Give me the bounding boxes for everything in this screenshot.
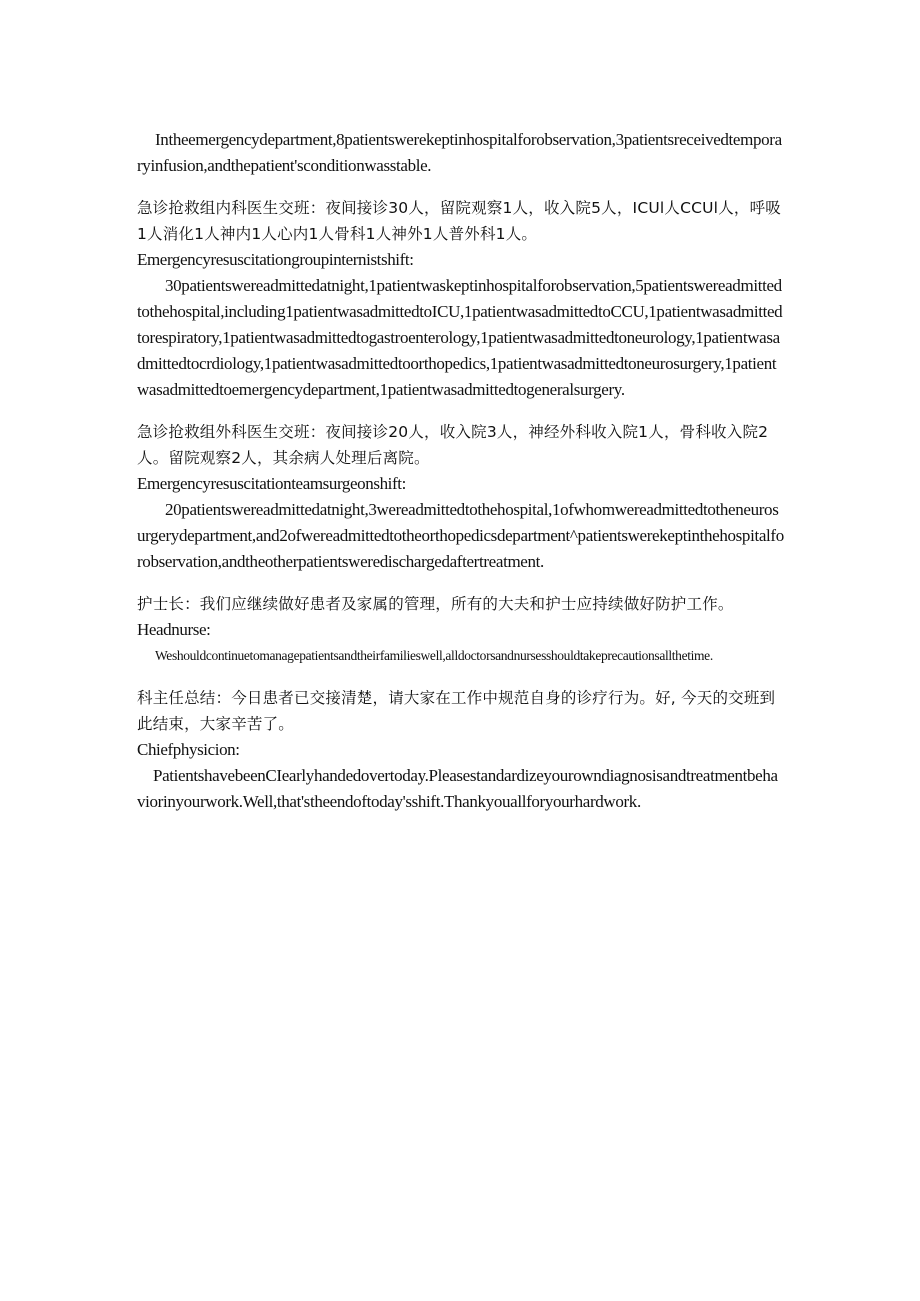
surgeon-english-heading: Emergencyresuscitationteamsurgeonshift: — [137, 474, 406, 493]
head-nurse-english-heading: Headnurse: — [137, 620, 211, 639]
surgeon-chinese-text: 急诊抢救组外科医生交班：夜间接诊20人，收入院3人，神经外科收入院1人，骨科收入院2人。留院观察2人，其余病人处理后离院。 — [137, 423, 769, 467]
intro-section — [137, 127, 785, 179]
chief-english-text: PatientshavebeenCIearlyhandedovertoday.Pleasestandardizeyourowndiagnosisandtreatmentbehaviorinyourwork.Well,that'stheendoftoday'sshift.Thankyouallforyourhardwork. — [137, 766, 778, 811]
internist-english-text: 30patientswereadmittedatnight,1patientwaskeptinhospitalforobservation,5patientswereadmittedtothehospital,including1patientwasadmittedtoICU,1patientwasadmittedtoCCU,1patientwasadmittedtorespiratory,1patientwasadmittedtogastroenterology,1patientwasadmittedtoneurology,1patientwasadmittedtocrdiology,1patientwasadmittedtoorthopedics,1patientwasadmittedtoneurosurgery,1patientwasadmittedtoemergencydepartment,1patientwasadmittedtogeneralsurgery. — [137, 276, 783, 399]
document-body — [137, 127, 785, 831]
internist-english-heading: Emergencyresuscitationgroupinternistshift: — [137, 250, 414, 269]
intro-english-text: Intheemergencydepartment,8patientswerekeptinhospitalforobservation,3patientsreceivedtemporaryinfusion,andthepatient'sconditionwasstable. — [137, 130, 782, 175]
chief-section — [137, 685, 785, 815]
surgeon-section — [137, 419, 785, 575]
head-nurse-section — [137, 591, 785, 669]
head-nurse-english-text: Weshouldcontinuetomanagepatientsandtheirfamilieswell,alldoctorsandnursesshouldtakeprecautionsallthetime. — [155, 648, 713, 663]
internist-chinese-text: 急诊抢救组内科医生交班：夜间接诊30人，留院观察1人，收入院5人，ICUl人CCUl人，呼吸1人消化1人神内1人心内1人骨科1人神外1人普外科1人。 — [137, 199, 781, 243]
chief-english-heading: Chiefphysicion: — [137, 740, 240, 759]
surgeon-english-text: 20patientswereadmittedatnight,3wereadmittedtothehospital,1ofwhomwereadmittedtotheneurosurgerydepartment,and2ofwereadmittedtotheorthopedicsdepartment^patientswerekeptinthehospitalforobservation,andtheotherpatientsweredischargedaftertreatment. — [137, 500, 784, 571]
internist-section — [137, 195, 785, 403]
chief-chinese-text: 科主任总结：今日患者已交接清楚，请大家在工作中规范自身的诊疗行为。好, 今天的交班到此结束，大家辛苦了。 — [137, 689, 776, 733]
head-nurse-chinese-text: 护士长：我们应继续做好患者及家属的管理，所有的大夫和护士应持续做好防护工作。 — [137, 595, 734, 613]
